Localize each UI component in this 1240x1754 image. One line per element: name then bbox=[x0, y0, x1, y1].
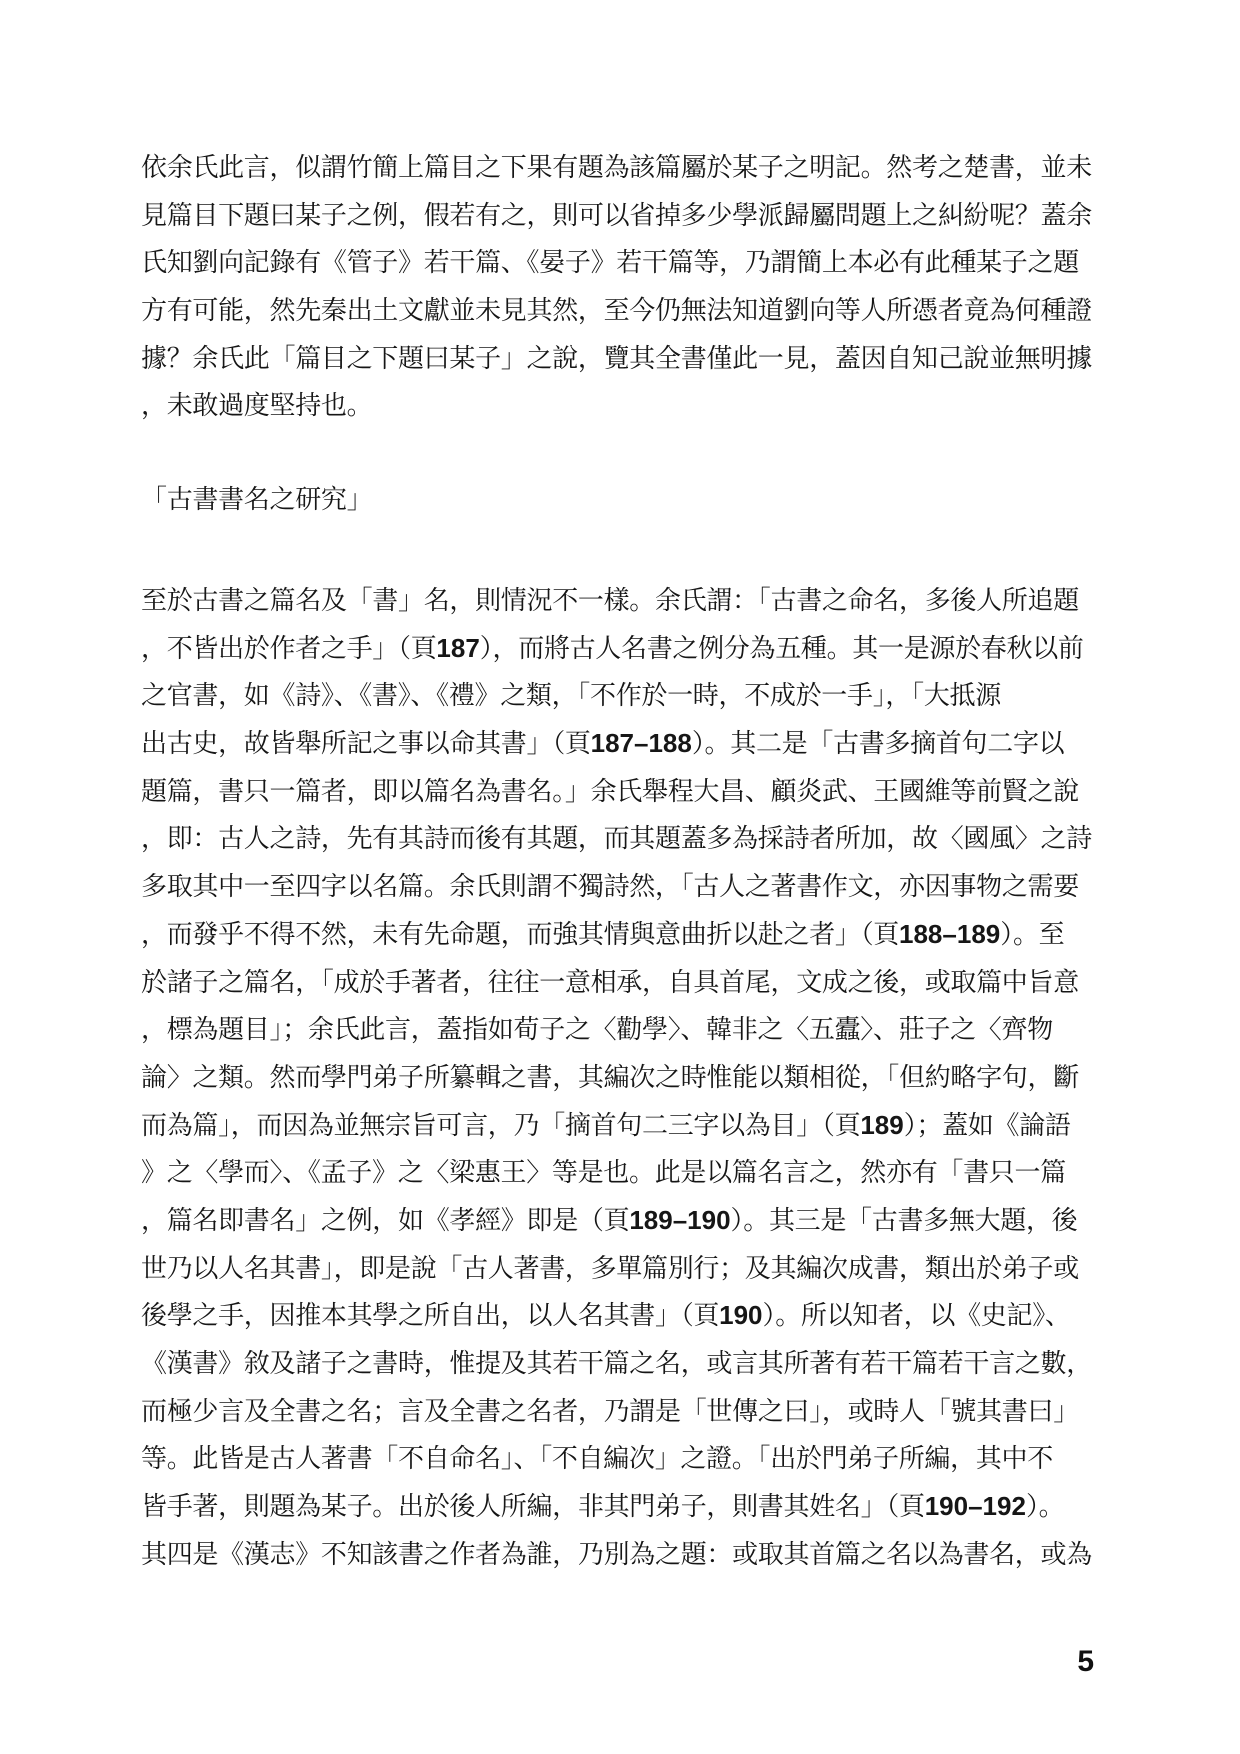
text-line bbox=[141, 863, 1121, 911]
section-heading: 「古書書名之研究」 bbox=[141, 485, 373, 514]
text-line bbox=[141, 1054, 1121, 1102]
text-line bbox=[141, 625, 1121, 673]
text-segment: ）。其二是「古書多摘首句二字以 bbox=[691, 729, 1065, 759]
text-segment: 之官書，如《詩》、《書》、《禮》之類，「不作於一時，不成於一手」，「大抵源 bbox=[141, 681, 1001, 711]
text-line bbox=[141, 815, 1121, 863]
text-line bbox=[141, 1435, 1121, 1483]
text-segment: 論〉之類。然而學門弟子所纂輯之書，其編次之時惟能以類相從，「但約略字句，斷 bbox=[141, 1062, 1079, 1092]
text-segment: 皆手著，則題為某子。出於後人所編，非其門弟子，則書其姓名」（頁 bbox=[141, 1492, 925, 1522]
paragraph-1 bbox=[141, 144, 1121, 430]
text-segment: ，未敢過度堅持也。 bbox=[141, 391, 373, 421]
text-segment: 多取其中一至四字以名篇。余氏則謂不獨詩然，「古人之著書作文，亦因事物之需要 bbox=[141, 872, 1079, 902]
page-ref-number: 190 bbox=[719, 1300, 763, 1331]
text-line bbox=[141, 959, 1121, 1007]
text-line bbox=[141, 1531, 1121, 1579]
text-segment: 等。此皆是古人著書「不自命名」、「不自編次」之證。「出於門弟子所編，其中不 bbox=[141, 1444, 1053, 1474]
page-ref-number: 188–189 bbox=[899, 918, 1001, 949]
text-segment: 而極少言及全書之名；言及全書之名者，乃謂是「世傳之曰」，或時人「號其書曰」 bbox=[141, 1396, 1079, 1426]
text-line bbox=[141, 720, 1121, 768]
page-ref-number: 187–188 bbox=[590, 728, 692, 759]
page-ref-number: 190–192 bbox=[924, 1491, 1026, 1522]
paragraph-2 bbox=[141, 577, 1121, 1578]
text-segment: 據？余氏此「篇目之下題曰某子」之說，覽其全書僅此一見，蓋因自知己說並無明據 bbox=[141, 343, 1092, 373]
text-segment: ）；蓋如《論語 bbox=[903, 1110, 1071, 1140]
page-ref-number: 187 bbox=[436, 632, 480, 663]
text-line bbox=[141, 911, 1121, 959]
text-segment: 其四是《漢志》不知該書之作者為誰，乃別為之題：或取其首篇之名以為書名，或為 bbox=[141, 1539, 1092, 1569]
text-line bbox=[141, 1340, 1121, 1388]
text-segment: 而為篇」，而因為並無宗旨可言，乃「摘首句二三字以為目」（頁 bbox=[141, 1110, 861, 1140]
text-segment: ）。其三是「古書多無大題，後 bbox=[730, 1205, 1078, 1235]
text-line bbox=[141, 1245, 1121, 1293]
text-segment: 依余氏此言，似謂竹簡上篇目之下果有題為該篇屬於某子之明記。然考之楚書，並未 bbox=[141, 153, 1092, 182]
text-segment: 於諸子之篇名，「成於手著者，往往一意相承，自具首尾，文成之後，或取篇中旨意 bbox=[141, 967, 1079, 997]
text-line bbox=[141, 1006, 1121, 1054]
text-line bbox=[141, 1483, 1121, 1531]
text-line bbox=[141, 287, 1121, 335]
text-segment: ），而將古人名書之例分為五種。其一是源於春秋以前 bbox=[479, 633, 1084, 663]
page-number: 5 bbox=[1077, 1645, 1094, 1678]
text-segment: 出古史，故皆舉所記之事以命其書」（頁 bbox=[141, 729, 591, 759]
text-line bbox=[141, 1197, 1121, 1245]
text-segment: ）。所以知者，以《史記》、 bbox=[762, 1301, 1071, 1331]
text-line bbox=[141, 335, 1121, 383]
text-segment: 見篇目下題曰某子之例，假若有之，則可以省掉多少學派歸屬問題上之糾紛呢？蓋余 bbox=[141, 200, 1092, 230]
text-segment: 後學之手，因推本其學之所自出，以人名其書」（頁 bbox=[141, 1301, 720, 1331]
text-line bbox=[141, 1388, 1121, 1436]
page-ref-number: 189–190 bbox=[629, 1204, 731, 1235]
text-line bbox=[141, 144, 1121, 192]
text-line bbox=[141, 1149, 1121, 1197]
text-segment: ）。至 bbox=[1000, 919, 1065, 949]
text-segment: ，標為題目」；余氏此言，蓋指如荀子之〈勸學〉、韓非之〈五蠹〉、莊子之〈齊物 bbox=[141, 1015, 1053, 1045]
text-segment: ，篇名即書名」之例，如《孝經》即是（頁 bbox=[141, 1205, 630, 1235]
text-segment: 《漢書》敘及諸子之書時，惟提及其若干篇之名，或言其所著有若干篇若干言之數， bbox=[141, 1349, 1092, 1378]
text-line bbox=[141, 239, 1121, 287]
text-segment: 至於古書之篇名及「書」名，則情況不一樣。余氏謂：「古書之命名，多後人所追題 bbox=[141, 586, 1079, 615]
text-line bbox=[141, 382, 1121, 430]
text-line bbox=[141, 768, 1121, 816]
text-segment: 》之〈學而〉、《孟子》之〈梁惠王〉等是也。此是以篇名言之，然亦有「書只一篇 bbox=[141, 1158, 1066, 1188]
page-ref-number: 189 bbox=[860, 1109, 904, 1140]
text-segment: ，即：古人之詩，先有其詩而後有其題，而其題蓋多為採詩者所加，故〈國風〉之詩 bbox=[141, 824, 1092, 854]
text-line bbox=[141, 1292, 1121, 1340]
text-segment: ，而發乎不得不然，未有先命題，而強其情與意曲折以赴之者」（頁 bbox=[141, 919, 900, 949]
text-segment: ）。 bbox=[1025, 1492, 1065, 1522]
text-segment: 方有可能，然先秦出土文獻並未見其然，至今仍無法知道劉向等人所憑者竟為何種證 bbox=[141, 296, 1092, 326]
text-line bbox=[141, 192, 1121, 240]
text-line bbox=[141, 1102, 1121, 1150]
text-line bbox=[141, 672, 1121, 720]
text-segment: 世乃以人名其書」，即是說「古人著書，多單篇別行；及其編次成書，類出於弟子或 bbox=[141, 1253, 1079, 1283]
text-segment: 氏知劉向記錄有《管子》若干篇、《晏子》若干篇等，乃謂簡上本必有此種某子之題 bbox=[141, 248, 1079, 278]
text-line bbox=[141, 577, 1121, 625]
text-segment: ，不皆出於作者之手」（頁 bbox=[141, 633, 437, 663]
text-segment: 題篇，書只一篇者，即以篇名為書名。」余氏舉程大昌、顧炎武、王國維等前賢之說 bbox=[141, 776, 1079, 806]
